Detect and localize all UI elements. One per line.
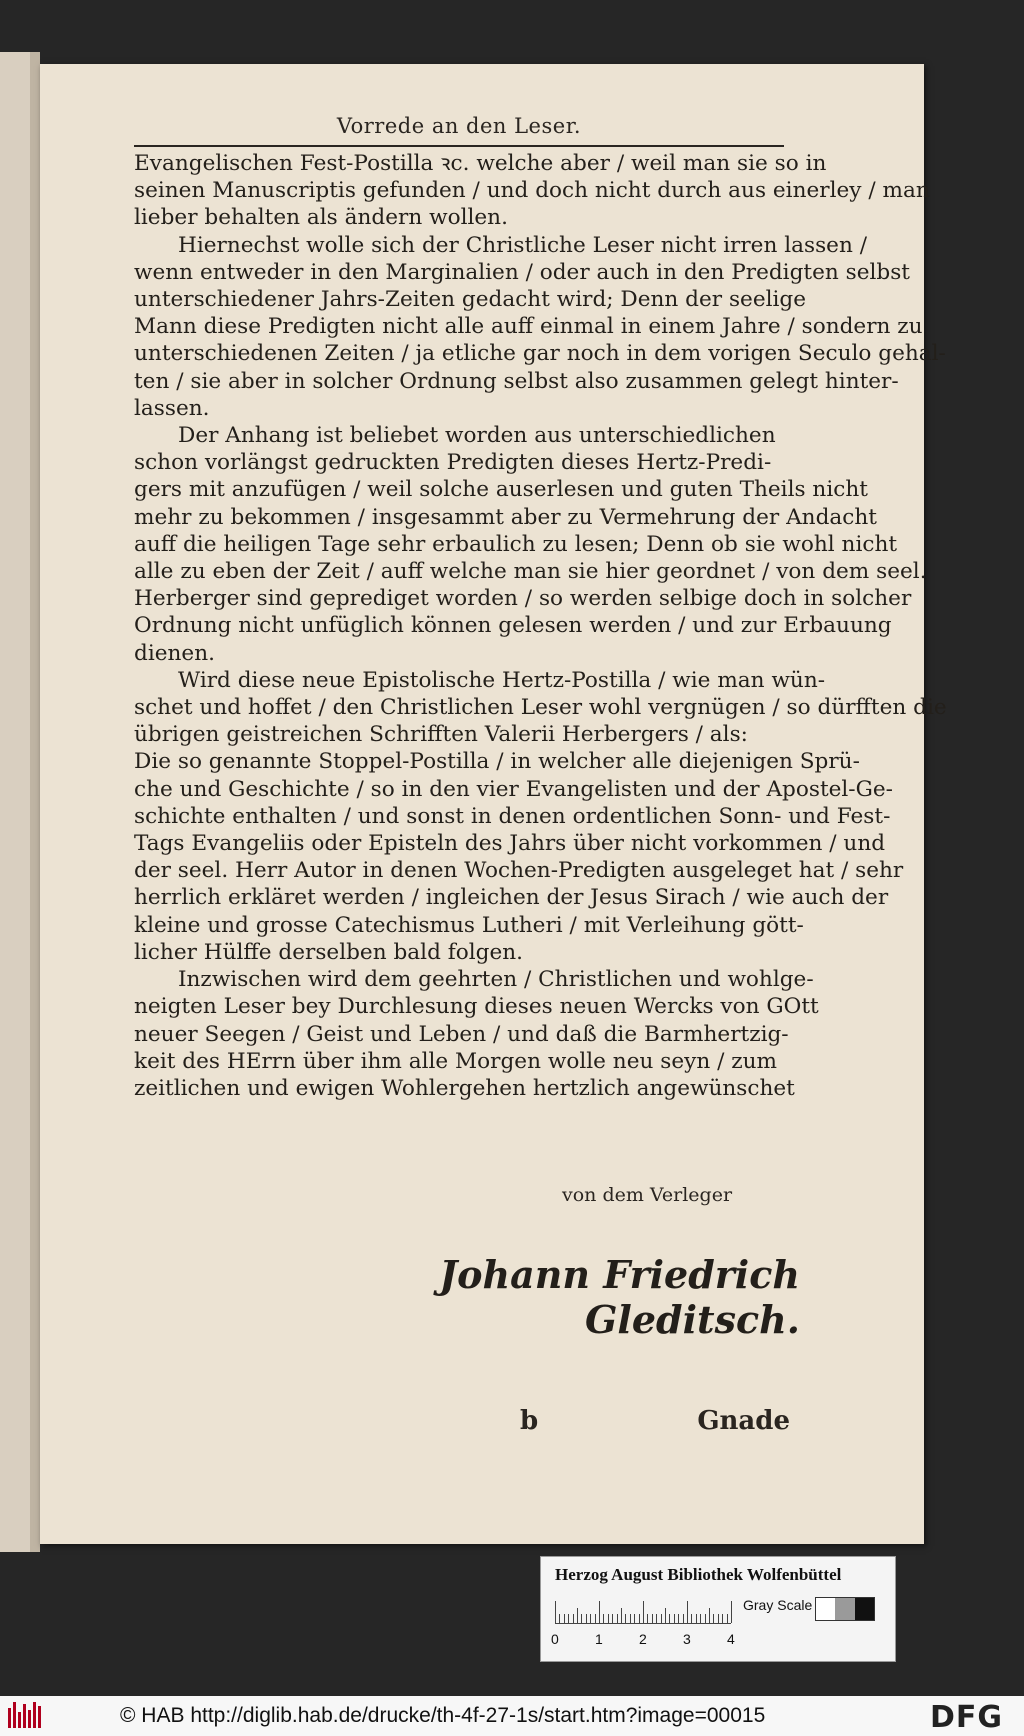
text-line: neigten Leser bey Durchlesung dieses neuen Wercks von GOtt [134, 994, 819, 1020]
ruler-tick [661, 1614, 662, 1623]
text-line: neuer Seegen / Geist und Leben / und daß die Barmhertzig- [134, 1021, 789, 1047]
gray-swatch [855, 1598, 874, 1620]
text-line: Ordnung nicht unfüglich können gelesen werden / und zur Erbauung [134, 613, 892, 639]
ruler-tick [656, 1614, 657, 1623]
text-line: dienen. [134, 640, 215, 666]
gray-scale-swatches [815, 1597, 875, 1621]
text-line: Der Anhang ist beliebet worden aus unterschiedlichen [178, 423, 776, 449]
text-line: schichte enthalten / und sonst in denen ordentlichen Sonn- und Fest- [134, 803, 891, 829]
text-line: der seel. Herr Autor in denen Wochen-Predigten ausgeleget hat / sehr [134, 858, 904, 884]
library-name: Herzog August Bibliothek Wolfenbüttel [555, 1565, 842, 1584]
text-line: kleine und grosse Catechismus Lutheri / mit Verleihung gött- [134, 912, 804, 938]
text-line: ten / sie aber in solcher Ordnung selbst also zusammen gelegt hinter- [134, 368, 899, 394]
running-head-rule [134, 145, 784, 147]
ruler-tick [713, 1614, 714, 1623]
ruler-tick [691, 1614, 692, 1623]
ruler-number: 1 [595, 1631, 603, 1647]
ruler-tick [599, 1601, 600, 1623]
signature-from: von dem Verleger [562, 1184, 733, 1206]
ruler-tick [595, 1614, 596, 1623]
text-line: auff die heiligen Tage sehr erbaulich zu lesen; Denn ob sie wohl nicht [134, 531, 898, 557]
ruler-tick [568, 1614, 569, 1623]
body-text [134, 150, 947, 1102]
ruler-tick [669, 1614, 670, 1623]
ruler-tick [722, 1614, 723, 1623]
ruler-tick [696, 1614, 697, 1623]
ruler-tick [630, 1614, 631, 1623]
publisher-signature: Johann Friedrich Gleditsch. [439, 1252, 800, 1342]
ruler-tick [647, 1614, 648, 1623]
ruler-tick [731, 1601, 732, 1623]
text-line: Inzwischen wird dem geehrten / Christlichen und wohlge- [178, 967, 814, 993]
text-line: licher Hülffe derselben bald folgen. [134, 939, 524, 965]
running-head: Vorrede an den Leser. [336, 114, 582, 138]
text-line: übrigen geistreichen Schrifften Valerii Herbergers / als: [134, 722, 748, 748]
ruler-tick [700, 1614, 701, 1623]
ruler-tick [621, 1608, 622, 1623]
signature-mark: b [520, 1406, 539, 1436]
ruler-tick [555, 1601, 556, 1623]
text-line: Tags Evangeliis oder Episteln des Jahrs über nicht vorkommen / und [134, 831, 886, 857]
gray-swatch [835, 1598, 854, 1620]
text-line: lieber behalten als ändern wollen. [134, 205, 508, 231]
ruler-tick [608, 1614, 609, 1623]
ruler-tick [718, 1614, 719, 1623]
ruler-tick [573, 1614, 574, 1623]
ruler-tick [617, 1614, 618, 1623]
ruler-tick [709, 1608, 710, 1623]
ruler-number: 4 [727, 1631, 735, 1647]
ruler-tick [678, 1614, 679, 1623]
ruler-tick [625, 1614, 626, 1623]
ruler-tick [634, 1614, 635, 1623]
ruler-tick [674, 1614, 675, 1623]
text-line: schet und hoffet / den Christlichen Leser wohl vergnügen / so dürfften die [134, 695, 947, 721]
text-line: seinen Manuscriptis gefunden / und doch nicht durch aus einerley / man [134, 178, 930, 204]
ruler-tick [652, 1614, 653, 1623]
text-line: Hiernechst wolle sich der Christliche Leser nicht irren lassen / [178, 232, 867, 258]
text-line: lassen. [134, 395, 210, 421]
text-line: mehr zu bekommen / insgesammt aber zu Vermehrung der Andacht [134, 504, 877, 530]
ruler-tick [586, 1614, 587, 1623]
ruler-tick [559, 1614, 560, 1623]
ruler-number: 2 [639, 1631, 647, 1647]
text-line: Mann diese Predigten nicht alle auff einmal in einem Jahre / sondern zu [134, 314, 923, 340]
ruler-tick [705, 1614, 706, 1623]
ruler-tick [577, 1608, 578, 1623]
ruler-tick [643, 1601, 644, 1623]
copyright-link[interactable]: © HAB http://diglib.hab.de/drucke/th-4f-27-1s/start.htm?image=00015 [120, 1704, 766, 1727]
ruler-tick [727, 1614, 728, 1623]
ruler-tick [687, 1601, 688, 1623]
text-line: unterschiedener Jahrs-Zeiten gedacht wird; Denn der seelige [134, 287, 807, 313]
text-line: Evangelischen Fest-Postilla ꝛc. welche aber / weil man sie so in [134, 151, 827, 176]
page-fold-shadow [30, 52, 40, 1552]
ruler-scale [555, 1595, 731, 1623]
ruler-tick [581, 1614, 582, 1623]
text-line: che und Geschichte / so in den vier Evangelisten und der Apostel-Ge- [134, 776, 893, 802]
ruler-tick [665, 1608, 666, 1623]
ruler-tick [564, 1614, 565, 1623]
ruler-tick [612, 1614, 613, 1623]
gray-scale-label: Gray Scale [743, 1597, 813, 1613]
text-line: herrlich erkläret werden / ingleichen der Jesus Sirach / wie auch der [134, 885, 889, 911]
text-line: zeitlichen und ewigen Wohlergehen hertzlich angewünschet [134, 1075, 795, 1101]
text-line: alle zu eben der Zeit / auff welche man sie hier geordnet / von dem seel. [134, 559, 927, 585]
ruler-tick [603, 1614, 604, 1623]
text-line: Wird diese neue Epistolische Hertz-Postilla / wie man wün- [178, 667, 826, 693]
text-line: gers mit anzufügen / weil solche auserlesen und guten Theils nicht [134, 477, 868, 503]
ruler-number: 0 [551, 1631, 559, 1647]
text-line: Die so genannte Stoppel-Postilla / in welcher alle diejenigen Sprü- [134, 749, 860, 775]
dfg-logo: DFG [930, 1700, 1004, 1735]
ruler-numbers [549, 1631, 749, 1649]
hab-logo-icon [6, 1702, 46, 1730]
text-line: schon vorlängst gedruckten Predigten dieses Hertz-Predi- [134, 450, 772, 476]
text-line: keit des HErrn über ihm alle Morgen wolle neu seyn / zum [134, 1048, 777, 1074]
text-line: unterschiedenen Zeiten / ja etliche gar noch in dem vorigen Seculo gehal- [134, 341, 946, 367]
catchword: Gnade [697, 1406, 790, 1436]
library-color-card [540, 1556, 896, 1662]
text-line: wenn entweder in den Marginalien / oder auch in den Predigten selbst [134, 259, 910, 285]
ruler-tick [683, 1614, 684, 1623]
ruler-tick [639, 1614, 640, 1623]
ruler-tick [590, 1614, 591, 1623]
ruler-baseline [555, 1623, 731, 1624]
ruler-number: 3 [683, 1631, 691, 1647]
footer-bar [0, 1696, 1024, 1736]
gray-swatch [816, 1598, 835, 1620]
text-line: Herberger sind geprediget worden / so werden selbige doch in solcher [134, 586, 912, 612]
